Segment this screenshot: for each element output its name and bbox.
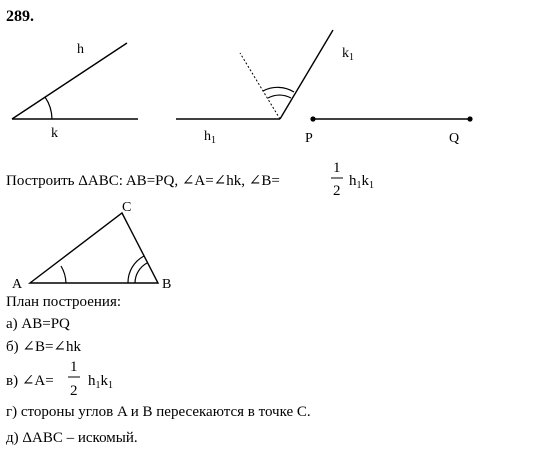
task-h1k1: $h_1k_1$ bbox=[349, 173, 374, 191]
angle-h1k1 bbox=[176, 30, 354, 146]
plan-step-d: д) ΔABC – искомый. bbox=[6, 430, 138, 446]
plan-step-v-h1k1: $h_1k_1$ bbox=[88, 373, 113, 391]
plan-heading: План построения: bbox=[6, 294, 122, 310]
triangle-sides bbox=[30, 213, 158, 283]
angle-arc-inner bbox=[268, 95, 291, 98]
plan-step-b: б) ∠B=∠hk bbox=[6, 339, 81, 355]
ray-k1 bbox=[280, 30, 333, 119]
triangle-abc bbox=[12, 200, 171, 292]
construction-plan bbox=[6, 294, 311, 446]
task-frac-num: 1 bbox=[333, 160, 341, 176]
task-frac-den: 2 bbox=[333, 183, 341, 199]
plan-step-v-prefix: в) ∠A= bbox=[6, 373, 54, 389]
angle-hk bbox=[12, 42, 138, 141]
point-q bbox=[467, 116, 472, 121]
plan-step-g: г) стороны углов A и B пересекаются в точке C. bbox=[6, 404, 311, 420]
label-c: C bbox=[122, 200, 132, 215]
problem-number: 289. bbox=[6, 8, 34, 25]
label-h1: $h_1$ bbox=[204, 129, 216, 146]
angle-b-arc-inner bbox=[135, 263, 147, 283]
label-p: P bbox=[305, 131, 313, 146]
angle-hk-arc bbox=[45, 97, 52, 119]
plan-step-a: а) AB=PQ bbox=[6, 316, 70, 332]
task-statement bbox=[6, 160, 374, 199]
angle-arc-outer bbox=[263, 87, 294, 92]
angle-b-arc-outer bbox=[128, 256, 144, 283]
ray-h bbox=[12, 43, 127, 119]
task-text: Построить ΔABC: AB=PQ, ∠A=∠hk, ∠B= bbox=[6, 173, 280, 189]
label-a: A bbox=[12, 277, 23, 292]
label-k: k bbox=[51, 126, 58, 141]
plan-step-v-frac-num: 1 bbox=[70, 359, 78, 375]
segment-pq bbox=[305, 116, 473, 146]
bisector-dotted bbox=[240, 53, 280, 119]
angle-a-arc bbox=[61, 266, 66, 283]
label-h: h bbox=[77, 42, 84, 57]
label-q: Q bbox=[449, 131, 460, 146]
plan-step-v-frac-den: 2 bbox=[70, 383, 78, 399]
label-k1: $k_1$ bbox=[342, 46, 354, 63]
label-b: B bbox=[162, 277, 172, 292]
point-p bbox=[310, 116, 315, 121]
